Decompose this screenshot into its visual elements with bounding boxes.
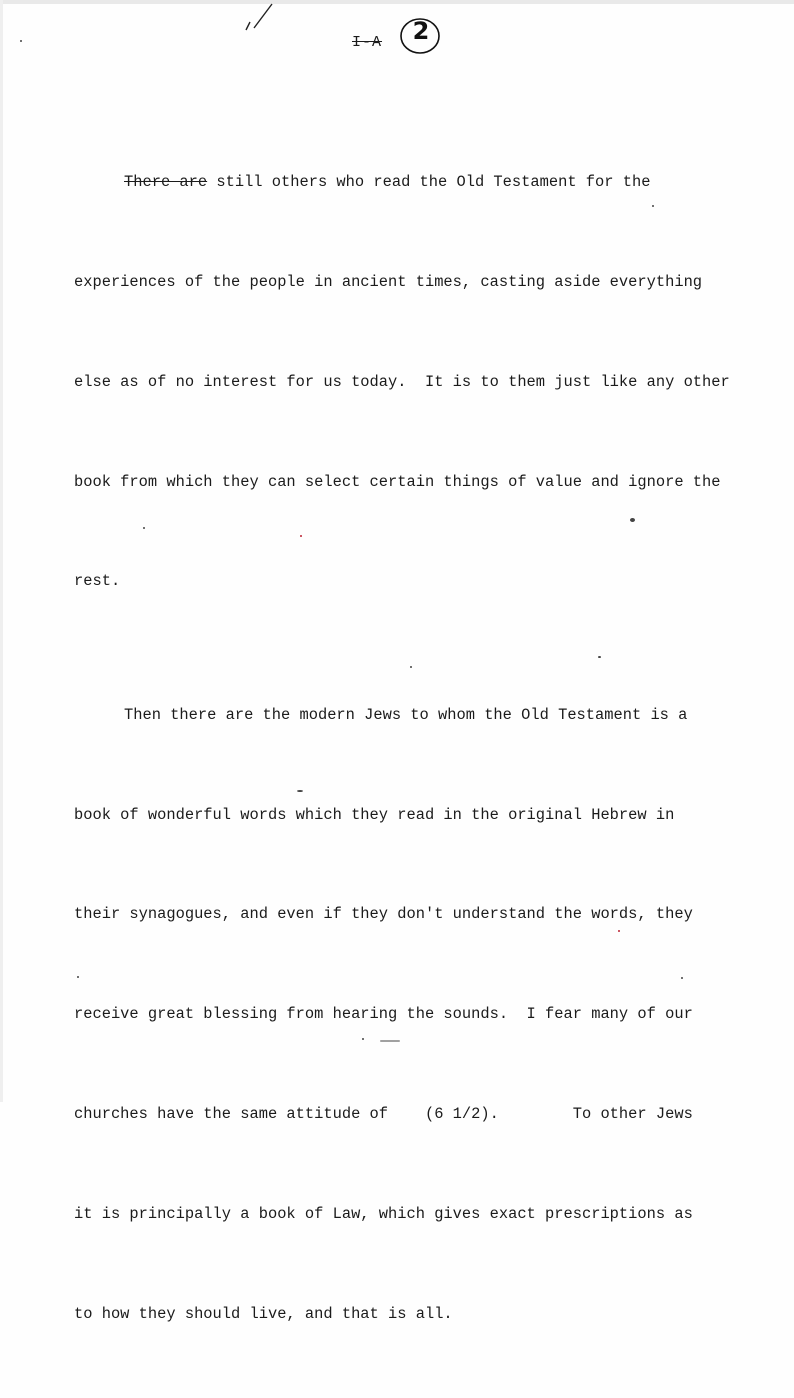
paragraph-line: book from which they can select certain things of value and ignore the	[74, 472, 721, 491]
document-body	[74, 66, 794, 1398]
scan-speck	[598, 656, 601, 658]
paragraph-line: it is principally a book of Law, which gives exact prescriptions as	[74, 1205, 693, 1224]
scan-speck	[77, 976, 79, 978]
scan-speck	[652, 205, 654, 207]
scan-speck	[362, 1038, 364, 1040]
scan-speck	[380, 1040, 400, 1042]
scan-speck	[681, 977, 683, 979]
scan-speck	[410, 666, 412, 668]
scan-speck	[20, 40, 22, 42]
scan-speck	[630, 518, 635, 522]
scan-edge-left	[0, 0, 3, 1102]
pen-mark	[240, 0, 276, 36]
paragraph-line: to how they should live, and that is all.	[74, 1304, 453, 1323]
page-header-label: I-A	[352, 34, 383, 51]
paragraph-line: rest.	[74, 572, 121, 591]
paragraph-line: experiences of the people in ancient times, casting aside everything	[74, 272, 703, 291]
paragraph-line: else as of no interest for us today. It is to them just like any other	[74, 372, 730, 391]
scan-speck	[618, 930, 620, 932]
line-text: still others who read the Old Testament for the	[207, 172, 651, 191]
paragraph-line: their synagogues, and even if they don't understand the words, they	[74, 905, 693, 924]
scan-speck	[143, 527, 145, 529]
scan-speck	[300, 535, 302, 537]
scan-edge-top	[0, 0, 794, 4]
paragraph-line: receive great blessing from hearing the sounds. I fear many of our	[74, 1005, 693, 1024]
struck-text: There are	[124, 172, 208, 191]
page-number: 2	[412, 17, 430, 45]
paragraph-line: book of wonderful words which they read in the original Hebrew in	[74, 805, 675, 824]
paragraph-line	[74, 166, 794, 199]
paragraph-line: Then there are the modern Jews to whom the Old Testament is a	[124, 705, 688, 724]
paragraph-line: churches have the same attitude of (6 1/2). To other Jews	[74, 1105, 693, 1124]
scan-speck	[297, 790, 303, 792]
